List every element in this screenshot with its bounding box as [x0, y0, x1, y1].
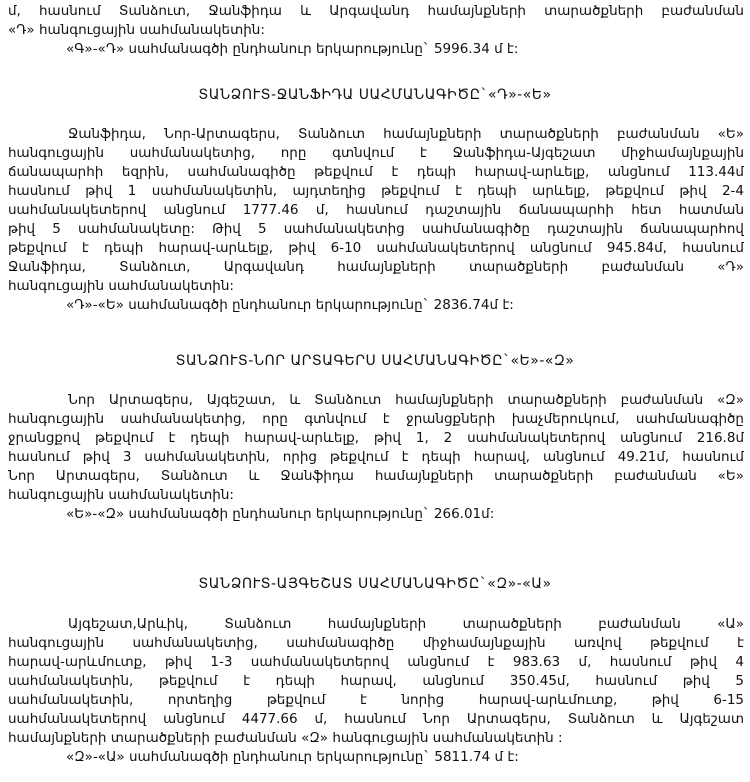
- total-length-line: «Գ»-«Դ» սահմանագծի ընդհանուր երկարությունը` 5996.34 մ է:: [66, 41, 519, 57]
- text-line: հասնում թիվ 1 սահմանակետին, այդտեղից թեքվում է դեպի արևելք, թեքվում թիվ 2-4: [8, 183, 744, 199]
- text-line: հանգուցային սահմանակետին:: [8, 278, 234, 294]
- text-line: հանգուցային սահմանակետից, որը գտնվում է ջրանցքների խաչմերուկում, սահմանագիծը: [8, 411, 744, 427]
- text-line: մ, հասնում Տանձուտ, Ջանֆիդա և Արգավանդ համայնքների տարածքների բաժանման: [8, 3, 744, 19]
- text-line: «Դ» հանգուցային սահմանակետին:: [8, 22, 265, 38]
- text-line: ճանապարհի եզրին, սահմանագիծը թեքվում է դեպի հարավ-արևելք, անցնում 113.44մ: [8, 164, 744, 180]
- text-line: Ջանֆիդա, Տանձուտ, Արգավանդ համայնքների տարածքների բաժանման «Դ»: [8, 259, 744, 275]
- text-line: հարավ-արևմուտք, թիվ 1-3 սահմանակետերով անցնում է 983.63 մ, հասնում թիվ 4: [8, 654, 744, 670]
- text-line: Նոր Արտագերս, Այգեշատ, և Տանձուտ համայնքների տարածքների բաժանման «Զ»: [68, 392, 744, 408]
- section-paragraph: [8, 391, 744, 524]
- text-line: Այգեշատ,Արևիկ, Տանձուտ համայնքների տարածքների բաժանման «Ա»: [68, 616, 744, 632]
- section-heading: ՏԱՆՁՈՒՏ-ՋԱՆՖԻԴԱ ՍԱՀՄԱՆԱԳԻԾԸ`«Դ»-«Ե»: [198, 87, 552, 103]
- section-paragraph: [8, 615, 744, 767]
- text-line: համայնքների տարածքների բաժանման «Զ» հանգուցային սահմանակետին :: [8, 730, 563, 746]
- section-heading: ՏԱՆՁՈՒՏ-ԱՅԳԵՇԱՏ ՍԱՀՄԱՆԱԳԻԾԸ`«Զ»-«Ա»: [198, 576, 552, 592]
- text-line: Ջանֆիդա, Նոր-Արտագերս, Տանձուտ համայնքների տարածքների բաժանման «Ե»: [68, 126, 744, 142]
- text-line: հանգուցային սահմանակետին:: [8, 487, 234, 503]
- text-line: սահմանակետին, թեքվում է դեպի հարավ, անցնում 350.45մ, հասնում թիվ 5: [8, 673, 744, 689]
- text-line: հանգուցային սահմանակետից, որը գտնվում է Ջանֆիդա-Այգեշատ միջհամայնքային: [8, 145, 744, 161]
- text-line: ջրանցքով թեքվում է դեպի հարավ-արևելք, թիվ 1, 2 սահմանակետերով անցնում 216.8մ: [8, 430, 744, 446]
- total-length-line: «Դ»-«Ե» սահմանագծի ընդհանուր երկարությունը` 2836.74մ է:: [66, 297, 514, 313]
- text-line: հասնում թիվ 3 սահմանակետին, որից թեքվում է դեպի հարավ, անցնում 49.21մ, հասնում: [8, 449, 744, 465]
- total-length-line: «Զ»-«Ա» սահմանագծի ընդհանուր երկարությունը` 5811.74 մ է:: [66, 749, 519, 765]
- text-line: Նոր Արտագերս, Տանձուտ և Ջանֆիդա համայնքների տարածքների բաժանման «Ե»: [8, 468, 744, 484]
- text-line: սահմանակետերով անցնում 1777.46 մ, հասնում դաշտային ճանապարհի հետ հատման: [8, 202, 744, 218]
- total-length-line: «Ե»-«Զ» սահմանագծի ընդհանուր երկարությունը` 266.01մ:: [66, 506, 495, 522]
- text-line: թիվ 5 սահմանակետը: Թիվ 5 սահմանակետից սահմանագիծը դաշտային ճանապարհով: [8, 221, 744, 237]
- section-heading: ՏԱՆՁՈՒՏ-ՆՈՐ ԱՐՏԱԳԵՐՍ ՍԱՀՄԱՆԱԳԻԾԸ`«Ե»-«Զ»: [175, 353, 575, 369]
- text-line: հանգուցային սահմանակետից, սահմանագիծը միջհամայնքային առվով թեքվում է: [8, 635, 744, 651]
- text-line: սահմանակետերով անցնում 4477.66 մ, հասնում Նոր Արտագերս, Տանձուտ և Այգեշատ: [8, 711, 744, 727]
- section-paragraph: [8, 125, 744, 315]
- text-line: սահմանակետին, որտեղից թեքվում է նորից հարավ-արևմուտք, թիվ 6-15: [8, 692, 744, 708]
- intro-paragraph: [8, 2, 744, 59]
- text-line: թեքվում է դեպի հարավ-արևելք, թիվ 6-10 սահմանակետերով անցնում 945.84մ, հասնում: [8, 240, 744, 256]
